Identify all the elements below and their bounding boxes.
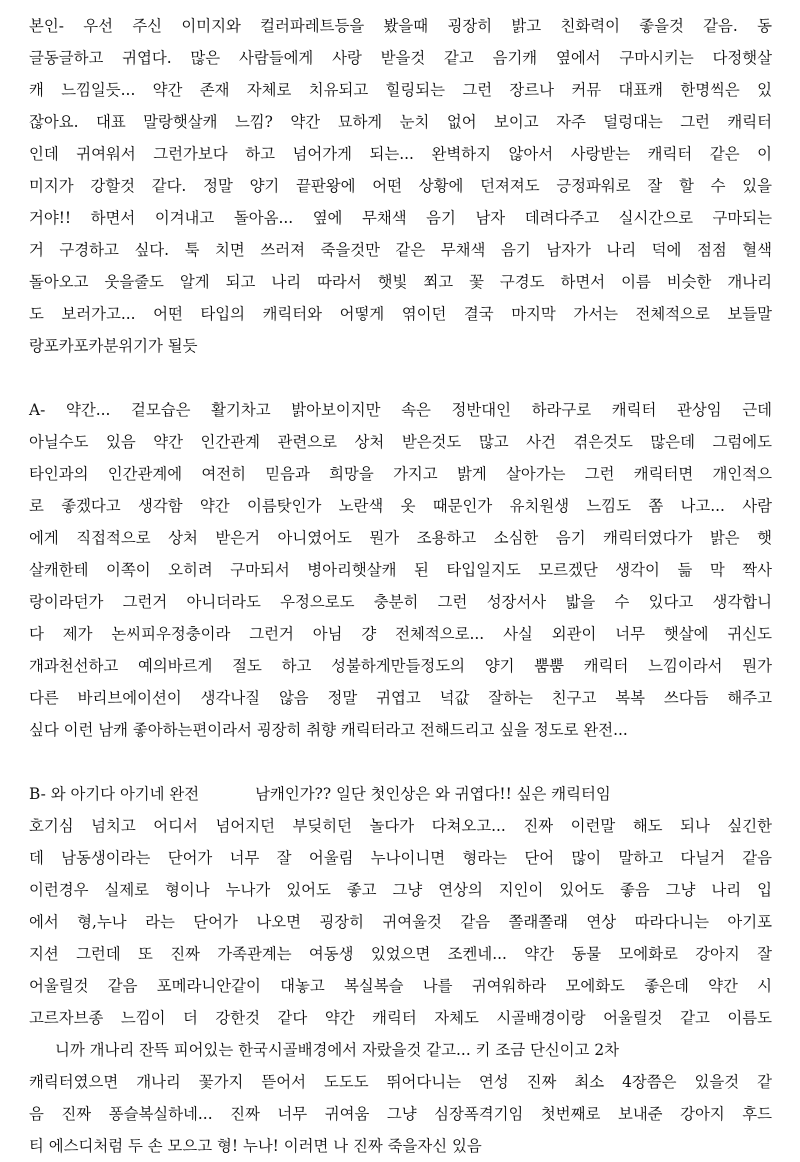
text-line: 싶다 이런 남캐 좋아하는편이라서 굉장히 취향 캐릭터라고 전해드리고 싶을 정도로 완전... bbox=[29, 721, 628, 739]
text-line: 캐 느낌일듯... 약간 존재 자체로 치유되고 힐링되는 그런 장르나 커뮤 대표캐 한명씩은 있 bbox=[29, 81, 772, 99]
paragraph-gap bbox=[29, 362, 772, 394]
text-line: 지션 그런데 또 진짜 가족관계는 여동생 있었으면 조켄네... 약간 동물 모에화로 강아지 잘 bbox=[29, 945, 772, 963]
text-line: 캐릭터였으면 개나리 꽃가지 뜯어서 도도도 뛰어다니는 연성 진짜 최소 4장쯤은 있을것 같 bbox=[29, 1073, 772, 1091]
text-line: 아닐수도 있음 약간 인간관계 관련으로 상처 받은것도 많고 사건 겪은것도 많은데 그럼에도 bbox=[29, 433, 772, 451]
text-line: 로 좋겠다고 생각함 약간 이름탓인가 노란색 옷 때문인가 유치원생 느낌도 쫌 나고... 사람 bbox=[29, 497, 772, 515]
text-line: 도 보러가고... 어떤 타입의 캐릭터와 어떻게 엮이던 결국 마지막 가서는 전체적으로 보들말 bbox=[29, 305, 772, 323]
text-line: 살캐한테 이쪽이 오히려 구마되서 병아리햇살캐 된 타입일지도 모르겠단 생각이 듦 막 짝사 bbox=[29, 561, 772, 579]
text-line: 잖아요. 대표 말랑햇살캐 느낌? 약간 묘하게 눈치 없어 보이고 자주 덜렁대는 그런 캐릭터 bbox=[29, 113, 772, 131]
text-line: A- 약간... 겉모습은 활기차고 밝아보이지만 속은 정반대인 하라구로 캐릭터 관상임 근데 bbox=[29, 401, 772, 419]
text-line: 호기심 넘치고 어디서 넘어지던 부딪히던 놀다가 다쳐오고... 진짜 이런말 해도 되나 싶긴한 bbox=[29, 817, 772, 835]
text-line: 티 에스디처럼 두 손 모으고 형! 누나! 이러면 나 진짜 죽을자신 있음 bbox=[29, 1137, 482, 1155]
text-line: 다른 바리브에이션이 생각나질 않음 정말 귀엽고 넉값 잘하는 친구고 복복 쓰다듬 해주고 bbox=[29, 689, 772, 707]
paragraph-gap bbox=[29, 746, 772, 778]
paragraph-b bbox=[29, 778, 772, 1162]
text-line: 미지가 강할것 같다. 정말 양기 끝판왕에 어떤 상황에 던져져도 긍정파워로 잘 할 수 있을 bbox=[29, 177, 772, 195]
text-line: 음 진짜 퐁슬복실하네... 진짜 너무 귀여움 그냥 심장폭격기임 첫번째로 보내준 강아지 후드 bbox=[29, 1105, 772, 1123]
text-line: 타인과의 인간관계에 여전히 믿음과 희망을 가지고 밝게 살아가는 그런 캐릭터면 개인적으 bbox=[29, 465, 772, 483]
text-line: 돌아오고 웃을줄도 알게 되고 나리 따라서 햇빛 쬐고 꽃 구경도 하면서 이름 비슷한 개나리 bbox=[29, 273, 772, 291]
text-fragment: B- 와 아기다 아기네 완전 bbox=[29, 785, 200, 803]
text-line: 데 남동생이라는 단어가 너무 잘 어울림 누나이니면 형라는 단어 많이 말하고 다닐거 같음 bbox=[29, 849, 772, 867]
text-line: 이런경우 실제로 형이나 누나가 있어도 좋고 그냥 연상의 지인이 있어도 좋음 그냥 나리 입 bbox=[29, 881, 772, 899]
text-line: 고르자브종 느낌이 더 강한것 같다 약간 캐릭터 자체도 시골배경이랑 어울릴것 같고 이름도 bbox=[29, 1009, 772, 1027]
text-line: 랑이라던가 그런거 아니더라도 우정으로도 충분히 그런 성장서사 밟을 수 있다고 생각합니 bbox=[29, 593, 772, 611]
text-line: 다 제가 논씨피우정충이라 그런거 아님 걍 전체적으로... 사실 외관이 너무 햇살에 귀신도 bbox=[29, 625, 772, 643]
text-fragment: 니까 개나리 잔뜩 피어있는 한국시골배경에서 자랐을것 같고... 키 조금 단신이고 2차 bbox=[55, 1041, 620, 1059]
text-line: 어울릴것 같음 포메라니안같이 대놓고 복실복슬 나를 귀여워하라 모에화도 좋은데 약간 시 bbox=[29, 977, 772, 995]
text-line: 랑포카포카분위기가 될듯 bbox=[29, 337, 198, 355]
paragraph-a bbox=[29, 394, 772, 746]
text-line: 에서 형,누나 라는 단어가 나오면 굉장히 귀여울것 같음 쫄래쫄래 연상 따라다니는 아기포 bbox=[29, 913, 772, 931]
text-line: 인데 귀여워서 그런가보다 하고 넘어가게 되는... 완벽하지 않아서 사랑받는 캐릭터 같은 이 bbox=[29, 145, 772, 163]
text-line: 거 구경하고 싶다. 툭 치면 쓰러져 죽을것만 같은 무채색 음기 남자가 나리 덕에 점점 혈색 bbox=[29, 241, 772, 259]
text-fragment: 남캐인가?? 일단 첫인상은 와 귀엽다!! 싶은 캐릭터임 bbox=[255, 785, 611, 803]
text-line: 본인- 우선 주신 이미지와 컬러파레트등을 봤을때 굉장히 밝고 친화력이 좋을것 같음. 동 bbox=[29, 17, 772, 35]
text-line: 에게 직접적으로 상처 받은거 아니였어도 뭔가 조용하고 소심한 음기 캐릭터였다가 밝은 햇 bbox=[29, 529, 772, 547]
text-line bbox=[29, 778, 772, 810]
paragraph-self bbox=[29, 10, 772, 362]
text-line: 글동글하고 귀엽다. 많은 사람들에게 사랑 받을것 같고 음기캐 옆에서 구마시키는 다정햇살 bbox=[29, 49, 772, 67]
text-line bbox=[29, 1034, 772, 1066]
text-line: 개과천선하고 예의바르게 절도 하고 성불하게만들정도의 양기 뿜뿜 캐릭터 느낌이라서 뭔가 bbox=[29, 657, 772, 675]
text-line: 거야!! 하면서 이겨내고 돌아옴... 옆에 무채색 음기 남자 데려다주고 실시간으로 구마되는 bbox=[29, 209, 772, 227]
